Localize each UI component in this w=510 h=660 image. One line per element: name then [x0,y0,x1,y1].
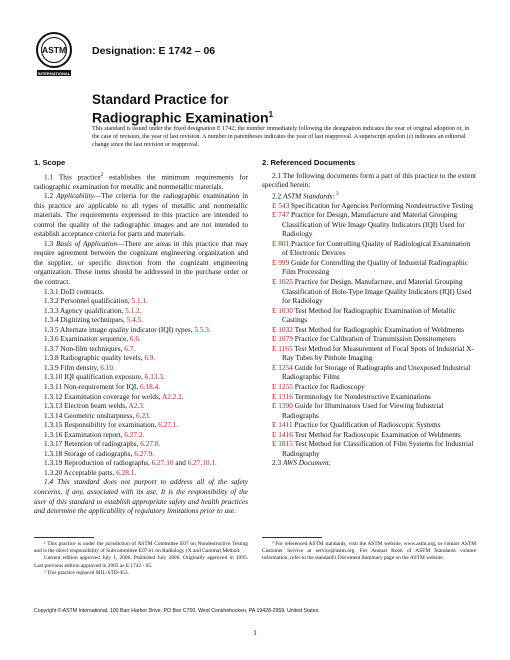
footnote: ¹ This practice is under the jurisdiction of ASTM Committee E07 on Nondestructive Testing and is the direct responsibility of Subcommittee E07.01 on Radiology (X and Gamma) Method. [34,541,248,555]
standard-link[interactable]: E 1316 [272,391,293,401]
section-link[interactable]: 6.23. [136,410,151,420]
designation: Designation: E 1742 – 06 [92,45,216,57]
section-link[interactable]: 6.27.10 [151,458,174,468]
standard-link[interactable]: E 1254 [272,362,293,372]
scope-item: 1.3.15 Responsibility for examination, 6.27.1. [44,420,179,430]
standard-reference: E 1032 Test Method for Radiographic Examination of Weldments [272,324,464,334]
scope-item: 1.3.5 Alternate image quality indicator (IQI) types, 5.5.3. [44,324,211,334]
scope-item: 1.3.8 Radiographic quality levels, 6.9. [44,353,156,363]
section-link[interactable]: 6.27.2. [124,429,145,439]
footnote: ² This practice replaced MIL-STD-453. [44,569,129,576]
footnote: Current edition approved July 1, 2006. Published July 2006. Originally approved in 1995. Last previous edition approved in 2005 as E 1742 - 05. [34,555,248,569]
standard-reference: E 1030 Test Method for Radiographic Examination of Metallic Castings [272,305,456,325]
standard-reference: E 747 Practice for Design, Manufacture and Material Grouping Classification of Wire Image Quality Indicators (IQI) Used for Radiology [272,210,465,239]
svg-text:INTERNATIONAL: INTERNATIONAL [37,71,71,76]
scope-item: 1.3.11 Non-requirement for IQI, 6.18.4. [44,382,161,391]
standard-reference: E 1079 Practice for Calibration of Transmission Densitometers [272,334,456,344]
title-line2: Radiographic Examination$^1$ [92,109,274,126]
standard-link[interactable]: E 1411 [272,420,293,430]
left-column [34,158,248,516]
section-link[interactable]: 5.4.5. [126,315,144,325]
section-link[interactable]: A2.2.2. [161,391,184,401]
paragraph-1-2: 1.2 Applicability—The criteria for the radiographic examination in this practice are applicable to all types of metallic and nonmetallic materials. The requirements expressed in this practice are intended to control the quality of the radiographic images and are not intended to establish acceptance criteria for parts and materials. [34,191,248,239]
section-link[interactable]: 6.6. [129,334,141,344]
document-title [92,92,273,126]
paragraph-2-1: 2.1 The following documents form a part of this practice to the extent specified herein: [262,170,476,190]
scope-item: 1.3.1 DoD contracts. [44,286,105,296]
footnotes-right [262,541,476,563]
scope-item: 1.3.16 Examination report, 6.27.2. [44,429,145,439]
standard-reference: E 999 Guide for Controlling the Quality of Industrial Radiographic Film Processing [272,257,468,277]
astm-logo-icon [34,30,74,80]
standard-reference: E 1025 Practice for Design, Manufacture, and Material Grouping Classification of Hole-Type Image Quality Indicators (IQI) Used for Radiology [272,276,472,306]
standard-reference: E 1390 Guide for Illuminators Used for Viewing Industrial Radiographs [272,401,444,420]
astm-standards-list [262,201,476,459]
standard-reference: E 1411 Practice for Qualification of Radioscopic Systems [272,420,441,430]
section-link[interactable]: 6.18.4. [139,382,161,391]
section-link[interactable]: 5.1.1. [131,296,148,306]
scope-item: 1.3.18 Storage of radiographs, 6.27.9. [44,448,155,458]
standard-link[interactable]: E 1165 [272,343,293,353]
standard-link[interactable]: E 1030 [272,305,293,315]
standard-reference: E 1255 Practice for Radioscopy [272,382,365,391]
standard-link[interactable]: E 543 [272,200,290,210]
section-link[interactable]: 6.13.3. [144,372,165,382]
section-link[interactable]: 6.27.8. [140,439,161,449]
standard-link[interactable]: E 999 [272,257,290,267]
footnotes-left [34,541,248,577]
aws-document-label: 2.3 AWS Document: [272,458,332,468]
copyright-line: Copyright © ASTM International, 100 Barr Harbor Drive, PO Box C700, West Conshohocken, PA 19428-2959, United States. [34,608,320,614]
scope-item: 1.3.20 Acceptable parts, 6.28.1. [44,467,137,477]
standard-reference: E 801 Practice for Controlling Quality of Radiological Examination of Electronic Devices [272,238,471,258]
standard-link[interactable]: E 1416 [272,429,293,439]
standard-link[interactable]: E 1079 [272,334,293,344]
standard-reference: E 1165 Test Method for Measurement of Focal Spots of Industrial X-Ray Tubes by Pinhole Imaging [272,343,474,363]
section-link[interactable]: 6.27.1. [158,420,179,430]
right-column [262,158,476,468]
section-link[interactable]: 5.1.2. [125,305,142,315]
standard-notice: This standard is issued under the fixed designation E 1742; the number immediately following the designation indicates the year of original adoption or, in the case of revision, the year of last revision. A number in parentheses indicates the year of last reapproval. A superscript epsilon (ε) indicates an editorial change since the last revision or reapproval. [92,126,470,149]
scope-item: 1.3.19 Reproduction of radiographs, 6.27.10 and 6.27.10.1. [44,458,217,468]
section-link[interactable]: 6.27.9. [134,448,155,458]
scope-items-list [34,287,248,478]
section-link[interactable]: 6.9. [144,353,156,363]
section-link[interactable]: A2.3. [128,401,145,411]
scope-item: 1.3.10 IQI qualification exposure, 6.13.3. [44,372,165,382]
scope-item: 1.3.7 Non-film techniques, 6.7. [44,343,136,353]
standard-reference: E 1254 Guide for Storage of Radiographs and Unexposed Industrial Radiographic Films [272,362,471,382]
standard-link[interactable]: E 1032 [272,324,293,334]
section-link[interactable]: 5.5.3. [194,324,211,334]
scope-item: 1.3.2 Personnel qualification, 5.1.1. [44,296,148,306]
paragraph-1-1: 1.1 This practice$^2$ establishes the minimum requirements for radiographic examination for metallic and nonmetallic materials. [34,171,248,191]
section-link[interactable]: 6.10. [100,362,115,372]
scope-item: 1.3.6 Examination sequence, 6.6. [44,334,141,344]
scope-item: 1.3.4 Digitizing techniques, 5.4.5. [44,315,144,325]
scope-item: 1.3.14 Geometric unsharpness, 6.23. [44,410,151,420]
standard-link[interactable]: E 1390 [272,401,293,411]
section-link[interactable]: 6.27.10.1. [187,458,217,468]
standard-link[interactable]: E 1815 [272,439,293,449]
standard-reference: E 1316 Terminology for Nondestructive Examinations [272,391,431,401]
paragraph-1-3: 1.3 Basis of Application—There are areas in this practice that may require agreement between the cognizant engineering organization and the supplier, or specific direction from the cognizant engineering organization. These items should be addressed in the purchase order or the contract. [34,238,248,286]
scope-item: 1.3.13 Electron beam welds, A2.3. [44,401,145,411]
scope-item: 1.3.17 Retention of radiographs, 6.27.8. [44,439,161,449]
scope-item: 1.3.12 Examination coverage for welds, A2.2.2. [44,391,184,401]
standard-link[interactable]: E 747 [272,210,290,220]
section-link[interactable]: 6.7. [124,343,136,353]
astm-standards-label: 2.2 ASTM Standards: $^3$ [272,191,339,201]
page-number: 1 [253,628,257,637]
footnote: ³ For referenced ASTM standards, visit the ASTM website, www.astm.org, or contact ASTM Customer Service at service@astm.org. For Annual Book of ASTM Standards volume information, refer to the standard's Document Summary page on the ASTM website. [262,541,476,562]
paragraph-1-4: 1.4 This standard does not purport to address all of the safety concerns, if any, associated with its use. It is the responsibility of the user of this standard to establish appropriate safety and health practices and determine the applicability of regulatory limitations prior to use. [34,477,248,516]
standard-link[interactable]: E 1255 [272,382,293,391]
standard-link[interactable]: E 1025 [272,276,293,286]
standard-reference: E 1416 Test Method for Radioscopic Examination of Weldments [272,429,461,439]
title-line1: Standard Practice for [92,92,229,107]
svg-text:ASTM: ASTM [41,45,67,55]
section-heading-referenced-documents: 2. Referenced Documents [262,158,356,167]
standard-link[interactable]: E 801 [272,238,290,248]
section-link[interactable]: 6.28.1. [116,467,137,477]
section-heading-scope: 1. Scope [34,158,66,167]
footnote-divider-left [34,537,94,538]
scope-item: 1.3.9 Film density, 6.10. [44,362,115,372]
scope-item: 1.3.3 Agency qualification, 5.1.2. [44,305,142,315]
footnote-divider-right [262,537,322,538]
standard-reference: E 543 Specification for Agencies Performing Nondestructive Testing [272,200,473,210]
standard-reference: E 1815 Test Method for Classification of Film Systems for Industrial Radiography [272,439,474,458]
